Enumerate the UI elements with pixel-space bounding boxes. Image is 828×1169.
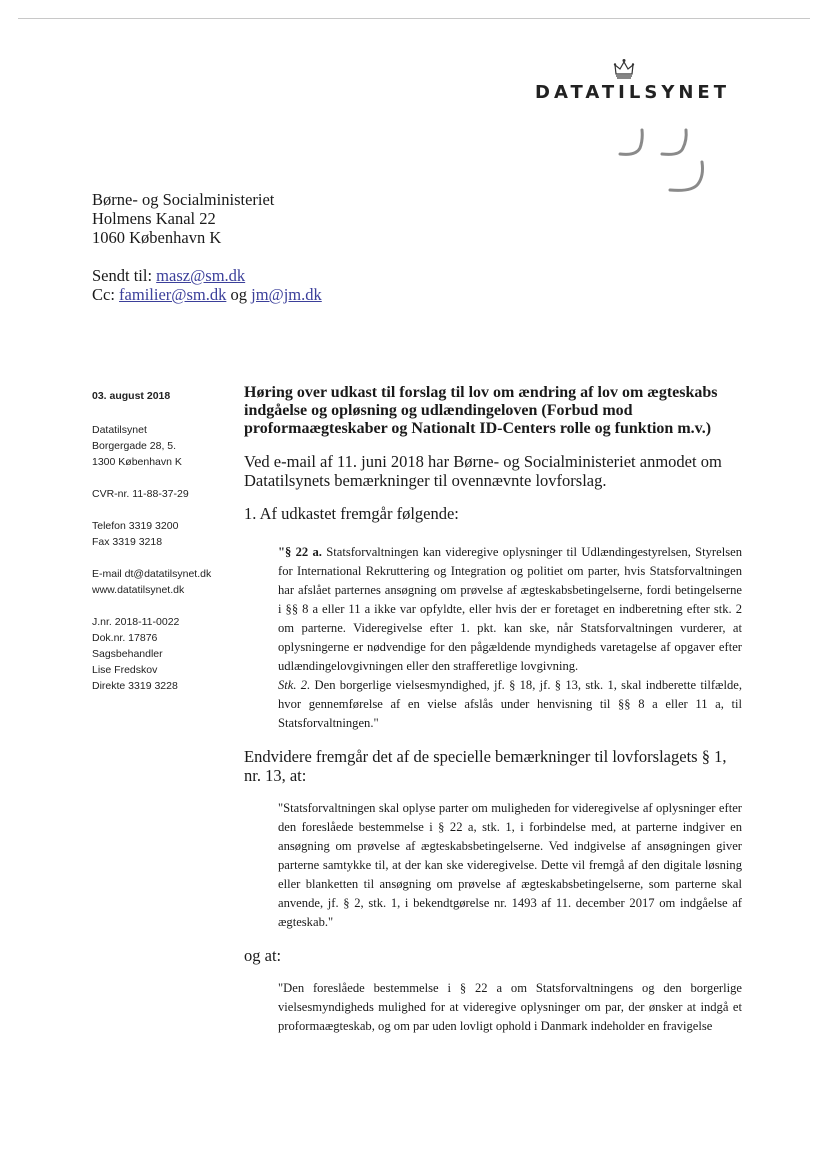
phone-line: Telefon 3319 3200 [92,520,179,532]
phone-block [92,518,237,550]
reference-block [92,614,237,694]
crown-icon [612,58,636,80]
cvr-number: CVR-nr. 11-88-37-29 [92,488,189,500]
recipient-address [92,190,274,247]
recipient-line: Holmens Kanal 22 [92,209,216,228]
sent-to-email-link[interactable]: masz@sm.dk [156,266,246,285]
caseworker-label: Sagsbehandler [92,648,163,660]
sender-line: 1300 København K [92,456,182,468]
document-number: Dok.nr. 17876 [92,632,158,644]
sender-address [92,422,237,470]
handwritten-initials [610,128,720,198]
quote-1-stk-label: Stk. 2. [278,678,311,692]
fax-line: Fax 3319 3218 [92,536,163,548]
cc-and: og [230,285,247,304]
quote-1-text: Statsforvaltningen kan videregive oplysninger til Udlændingestyrelsen, Styrelsen for International Rekruttering og Integration og politiet om parter, hvis Statsforvaltningen har afslået parternes ansøgning om prøvelse af ægteskabsbetingelserne, fordi betingelserne i §§ 8 a eller 11 a ikke var opfyldte, eller hvis der er foretaget en indberetning efter stk. 2 om parterne. Videregivelse efter 1. pkt. kan ske, når Statsforvaltningen vurderer, at oplysningerne er nødvendige for den pågældende myndigheds varetagelse af opgaver efter udlændingelovgivningen eller den strafferetlige lovgivning. [278,545,743,673]
sent-block [92,266,322,304]
sent-to-line [92,266,322,285]
website-line: www.datatilsynet.dk [92,584,185,596]
sender-line: Borgergade 28, 5. [92,440,177,452]
letter-body [244,384,742,1050]
cc-line [92,285,322,304]
sidebar-info [92,388,237,710]
quote-block-1 [278,543,742,733]
caseworker-name: Lise Fredskov [92,664,158,676]
direct-phone: Direkte 3319 3228 [92,680,178,692]
recipient-line: 1060 København K [92,228,222,247]
cc-email-link-2[interactable]: jm@jm.dk [251,285,322,304]
letter-title: Høring over udkast til forslag til lov om ændring af lov om ægteskabs indgåelse og opløsning og udlændingeloven (Forbud mod proformaægteskaber og Nationalt ID-Centers rolle og funktion m.v.) [244,384,718,437]
letter-date: 03. august 2018 [92,390,171,402]
sent-to-label: Sendt til: [92,266,153,285]
paragraph-2: Endvidere fremgår det af de specielle bemærkninger til lovforslagets § 1, nr. 13, at: [244,747,727,785]
quote-1-stk-text: Den borgerlige vielsesmyndighed, jf. § 18, jf. § 13, stk. 1, skal indberette tilfælde, hvor gennemførelse af en vielse afslås under henvisning til §§ 8 a eller 11 a, til Statsforvaltningen." [278,678,742,730]
logo-wordmark: DATATILSYNET [535,82,730,103]
quote-1-lead: "§ 22 a. [278,545,322,559]
section-heading: 1. Af udkastet fremgår følgende: [244,504,459,523]
cc-label: Cc: [92,285,115,304]
journal-number: J.nr. 2018-11-0022 [92,616,180,628]
quote-block-3: "Den foreslåede bestemmelse i § 22 a om Statsforvaltningens og den borgerlige vielsesmyndigheds mulighed for at videregive oplysninger om par, der ønsker at indgå et proformaægteskab, og om par uden lovligt ophold i Danmark indeholder en fravigelse [278,981,742,1033]
intro-paragraph: Ved e-mail af 11. juni 2018 har Børne- og Socialministeriet anmodet om Datatilsynets bemærkninger til ovennævnte lovforslag. [244,452,722,490]
paragraph-3: og at: [244,946,282,965]
quote-block-2: "Statsforvaltningen skal oplyse parter om muligheden for videregivelse af oplysninger efter den foreslåede bestemmelse i § 22 a, stk. 1, i forbindelse med, at parterne indgiver en ansøgning om prøvelse af ægteskabsbetingelserne. Ved indgivelse af ansøgningen giver parterne samtykke til, at der kan ske videregivelse. Dette vil fremgå af den digitale løsning eller blanketten til ansøgning om prøvelse af ægteskabsbetingelserne, som parterne skal anvende, jf. § 2, stk. 1, i bekendtgørelse nr. 1493 af 11. december 2017 om indgåelse af ægteskab." [278,801,742,929]
cc-email-link-1[interactable]: familier@sm.dk [119,285,227,304]
recipient-line: Børne- og Socialministeriet [92,190,275,209]
sender-line: Datatilsynet [92,424,147,436]
email-line: E-mail dt@datatilsynet.dk [92,568,212,580]
contact-block [92,566,237,598]
logo [518,58,730,103]
top-rule [18,18,810,19]
